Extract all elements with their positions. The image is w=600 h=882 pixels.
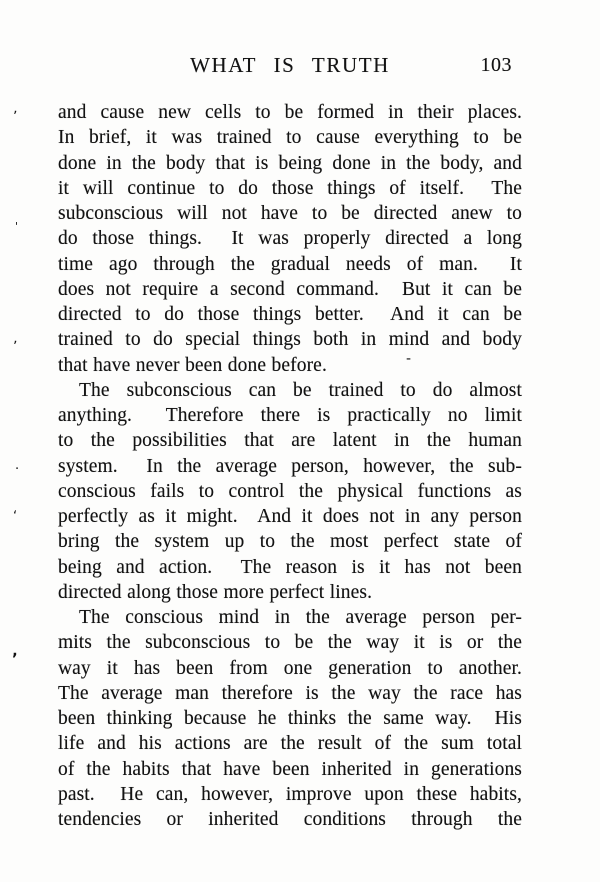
text-line: The conscious mind in the average person per- xyxy=(79,607,522,628)
text-line: do those things. It was properly directed a long xyxy=(58,228,522,250)
running-title: WHAT IS TRUTH xyxy=(190,53,390,77)
text-line: mits the subconscious to be the way it is or the xyxy=(58,632,522,654)
text-line: way it has been from one generation to another. xyxy=(58,657,522,679)
text-line: subconscious will not have to be directed anew to xyxy=(58,203,522,224)
text-line: directed along those more perfect lines. xyxy=(58,581,373,603)
text-line: it will continue to do those things of itself. The xyxy=(58,177,522,199)
text-line: of the habits that have been inherited in generations xyxy=(58,758,522,780)
text-line: tendencies or inherited conditions through the xyxy=(58,809,522,830)
page-body xyxy=(58,100,522,832)
text-line: bring the system up to the most perfect state of xyxy=(58,531,522,553)
text-line: life and his actions are the result of the sum total xyxy=(58,733,522,755)
text-line: that have never been done before. xyxy=(58,354,327,376)
text-line: conscious fails to control the physical functions as xyxy=(58,480,522,502)
margin-speck: ʼ xyxy=(12,650,18,668)
text-line: anything. Therefore there is practically no limit xyxy=(58,405,522,426)
text-line: The average man therefore is the way the race has xyxy=(58,682,522,704)
text-line: perfectly as it might. And it does not in any person xyxy=(58,506,522,527)
text-line: does not require a second command. But it can be xyxy=(58,278,522,300)
margin-speck: ʼ xyxy=(13,109,18,125)
text-line: time ago through the gradual needs of man. It xyxy=(58,253,522,275)
text-line: to the possibilities that are latent in the human xyxy=(58,430,522,452)
text-line: done in the body that is being done in the body, and xyxy=(58,152,522,174)
text-line: In brief, it was trained to cause everything to be xyxy=(58,127,522,149)
page-number: 103 xyxy=(480,54,512,76)
ink-speck: - xyxy=(406,351,412,367)
text-line: trained to do special things both in mind and body xyxy=(58,329,522,351)
margin-speck: ' xyxy=(15,220,19,233)
margin-speck: ʻ xyxy=(13,509,18,524)
text-line: and cause new cells to be formed in their places. xyxy=(58,102,522,123)
text-line: directed to do those things better. And it can be xyxy=(58,304,522,325)
text-line: past. He can, however, improve upon these habits, xyxy=(58,783,522,805)
text-line: system. In the average person, however, the sub- xyxy=(58,455,522,477)
margin-speck: ʼ xyxy=(13,339,18,355)
text-line: being and action. The reason is it has not been xyxy=(58,556,522,578)
text-line: The subconscious can be trained to do almost xyxy=(79,379,522,401)
margin-speck: · xyxy=(15,462,20,477)
text-line: been thinking because he thinks the same way. His xyxy=(58,708,522,729)
